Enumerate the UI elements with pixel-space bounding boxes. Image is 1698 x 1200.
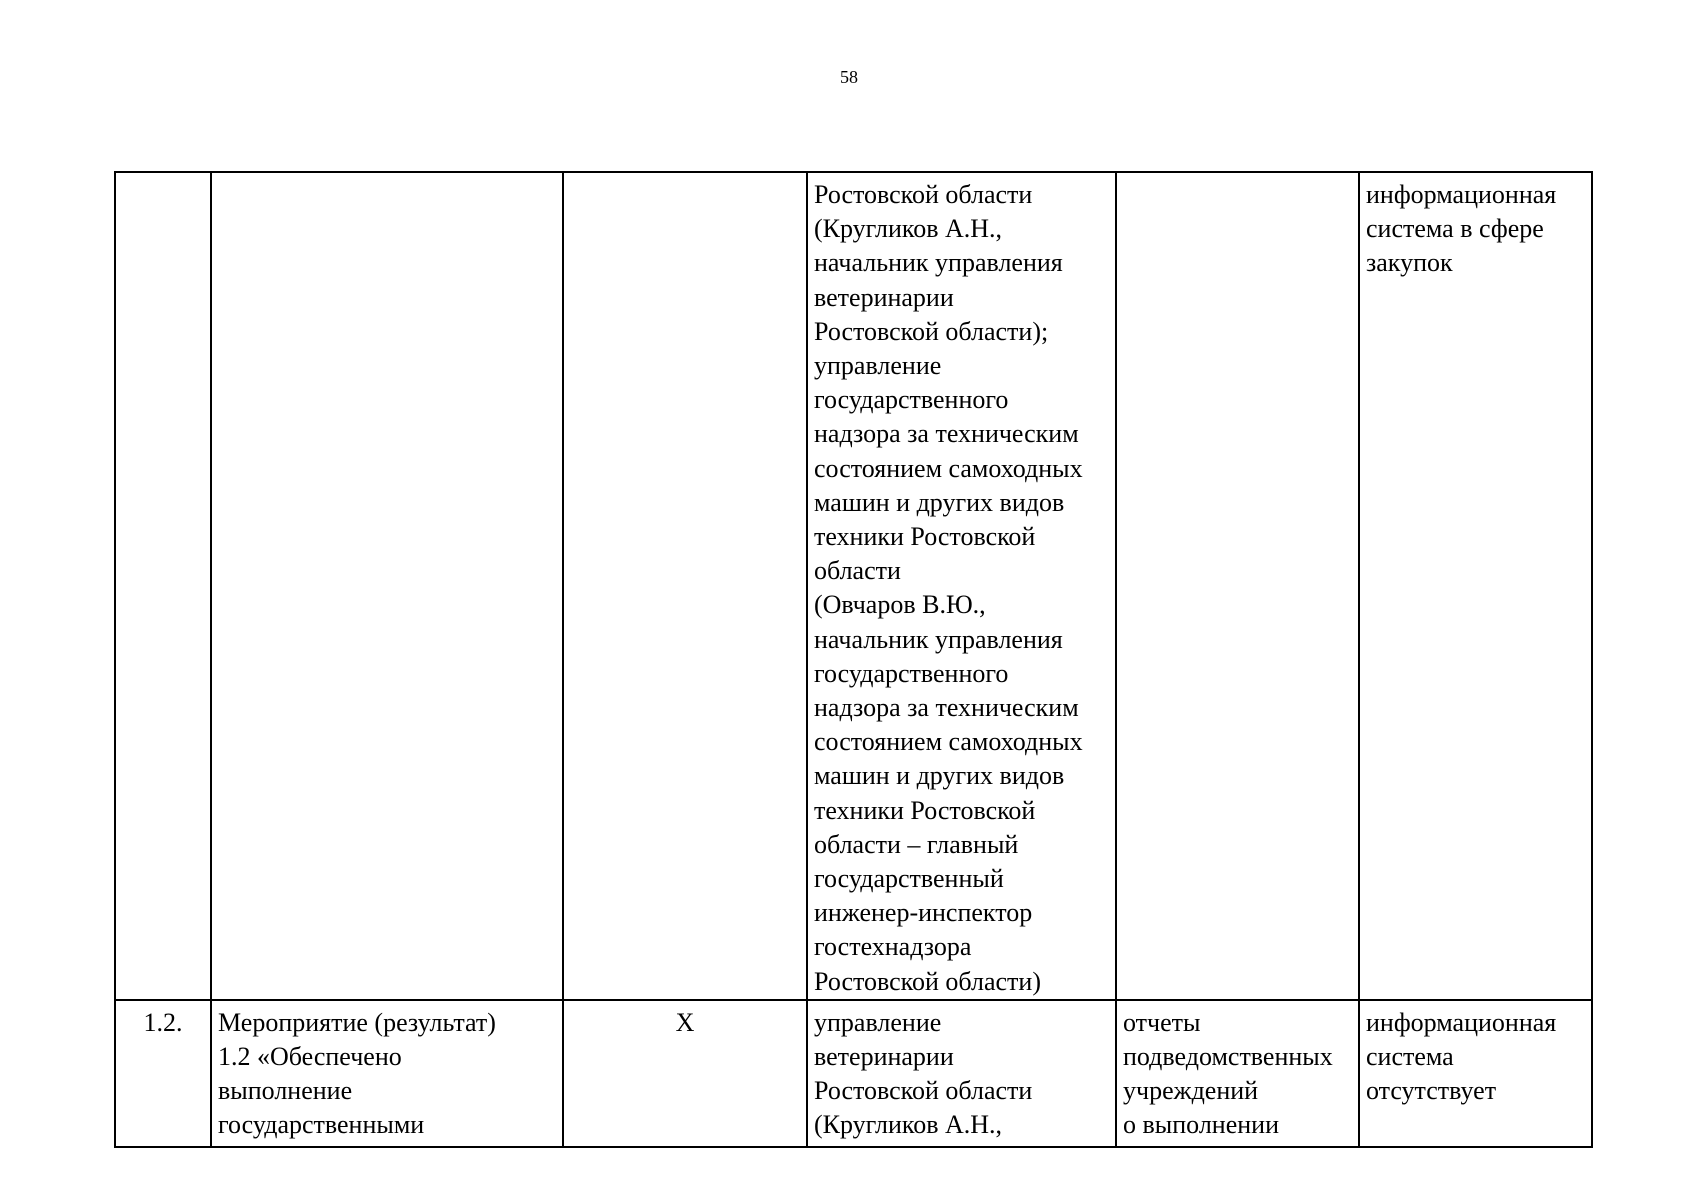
responsible-line: области – главный: [814, 829, 1019, 859]
responsible-line: (Кругликов А.Н.,: [814, 1110, 1003, 1140]
row-number-cell: [115, 172, 211, 1000]
mark-cell: [563, 172, 807, 1000]
responsible-line: Ростовской области);: [814, 316, 1049, 346]
responsible-line: области: [814, 556, 901, 586]
responsible-line: гостехнадзора: [814, 932, 972, 962]
measures-table: [114, 171, 1593, 1148]
responsible-line: техники Ростовской: [814, 522, 1036, 552]
documents-line: отчеты: [1123, 1007, 1201, 1037]
responsible-line: надзора за техническим: [814, 693, 1079, 723]
responsible-line: ветеринарии: [814, 282, 954, 312]
system-line: информационная: [1366, 180, 1557, 209]
documents-line: о выполнении: [1123, 1110, 1279, 1140]
row-number-cell: 1.2.: [115, 1000, 211, 1147]
measure-name-line: 1.2 «Обеспечено: [218, 1042, 402, 1072]
measure-name-line: Мероприятие (результат): [218, 1007, 496, 1037]
responsible-line: состоянием самоходных: [814, 453, 1083, 483]
responsible-line: государственный: [814, 864, 1004, 894]
responsible-line: управление: [814, 1007, 942, 1037]
documents-line: подведомственных: [1123, 1042, 1333, 1072]
table-row: [115, 1000, 1592, 1147]
mark-cell: X: [563, 1000, 807, 1147]
responsible-line: инженер-инспектор: [814, 898, 1033, 928]
responsible-line: Ростовской области): [814, 966, 1041, 996]
responsible-line: состоянием самоходных: [814, 727, 1083, 757]
system-line: система: [1366, 1042, 1454, 1072]
documents-line: учреждений: [1123, 1076, 1259, 1106]
responsible-line: Ростовской области: [814, 180, 1033, 209]
system-line: система в сфере: [1366, 214, 1544, 244]
responsible-line: техники Ростовской: [814, 795, 1036, 825]
responsible-line: государственного: [814, 385, 1009, 415]
system-line: информационная: [1366, 1007, 1557, 1037]
measure-name-line: выполнение: [218, 1076, 353, 1106]
table-row: [115, 172, 1592, 1000]
responsible-line: машин и других видов: [814, 761, 1065, 791]
responsible-line: надзора за техническим: [814, 419, 1079, 449]
responsible-line: управление: [814, 351, 942, 381]
system-line: отсутствует: [1366, 1076, 1497, 1106]
documents-cell: [1116, 172, 1359, 1000]
responsible-line: (Кругликов А.Н.,: [814, 214, 1003, 244]
information-system-cell: [1359, 1000, 1592, 1147]
responsible-line: Ростовской области: [814, 1076, 1033, 1106]
page-number: 58: [840, 67, 858, 87]
measure-name-line: государственными: [218, 1110, 425, 1140]
system-line: закупок: [1366, 248, 1453, 278]
responsible-line: машин и других видов: [814, 487, 1065, 517]
responsible-line: начальник управления: [814, 248, 1063, 278]
responsible-line: государственного: [814, 658, 1009, 688]
responsible-cell: [807, 172, 1116, 1000]
information-system-cell: [1359, 172, 1592, 1000]
responsible-line: ветеринарии: [814, 1042, 954, 1072]
measure-name-cell: [211, 1000, 563, 1147]
responsible-line: начальник управления: [814, 624, 1063, 654]
responsible-line: (Овчаров В.Ю.,: [814, 590, 986, 620]
measure-name-cell: [211, 172, 563, 1000]
documents-cell: [1116, 1000, 1359, 1147]
responsible-cell: [807, 1000, 1116, 1147]
